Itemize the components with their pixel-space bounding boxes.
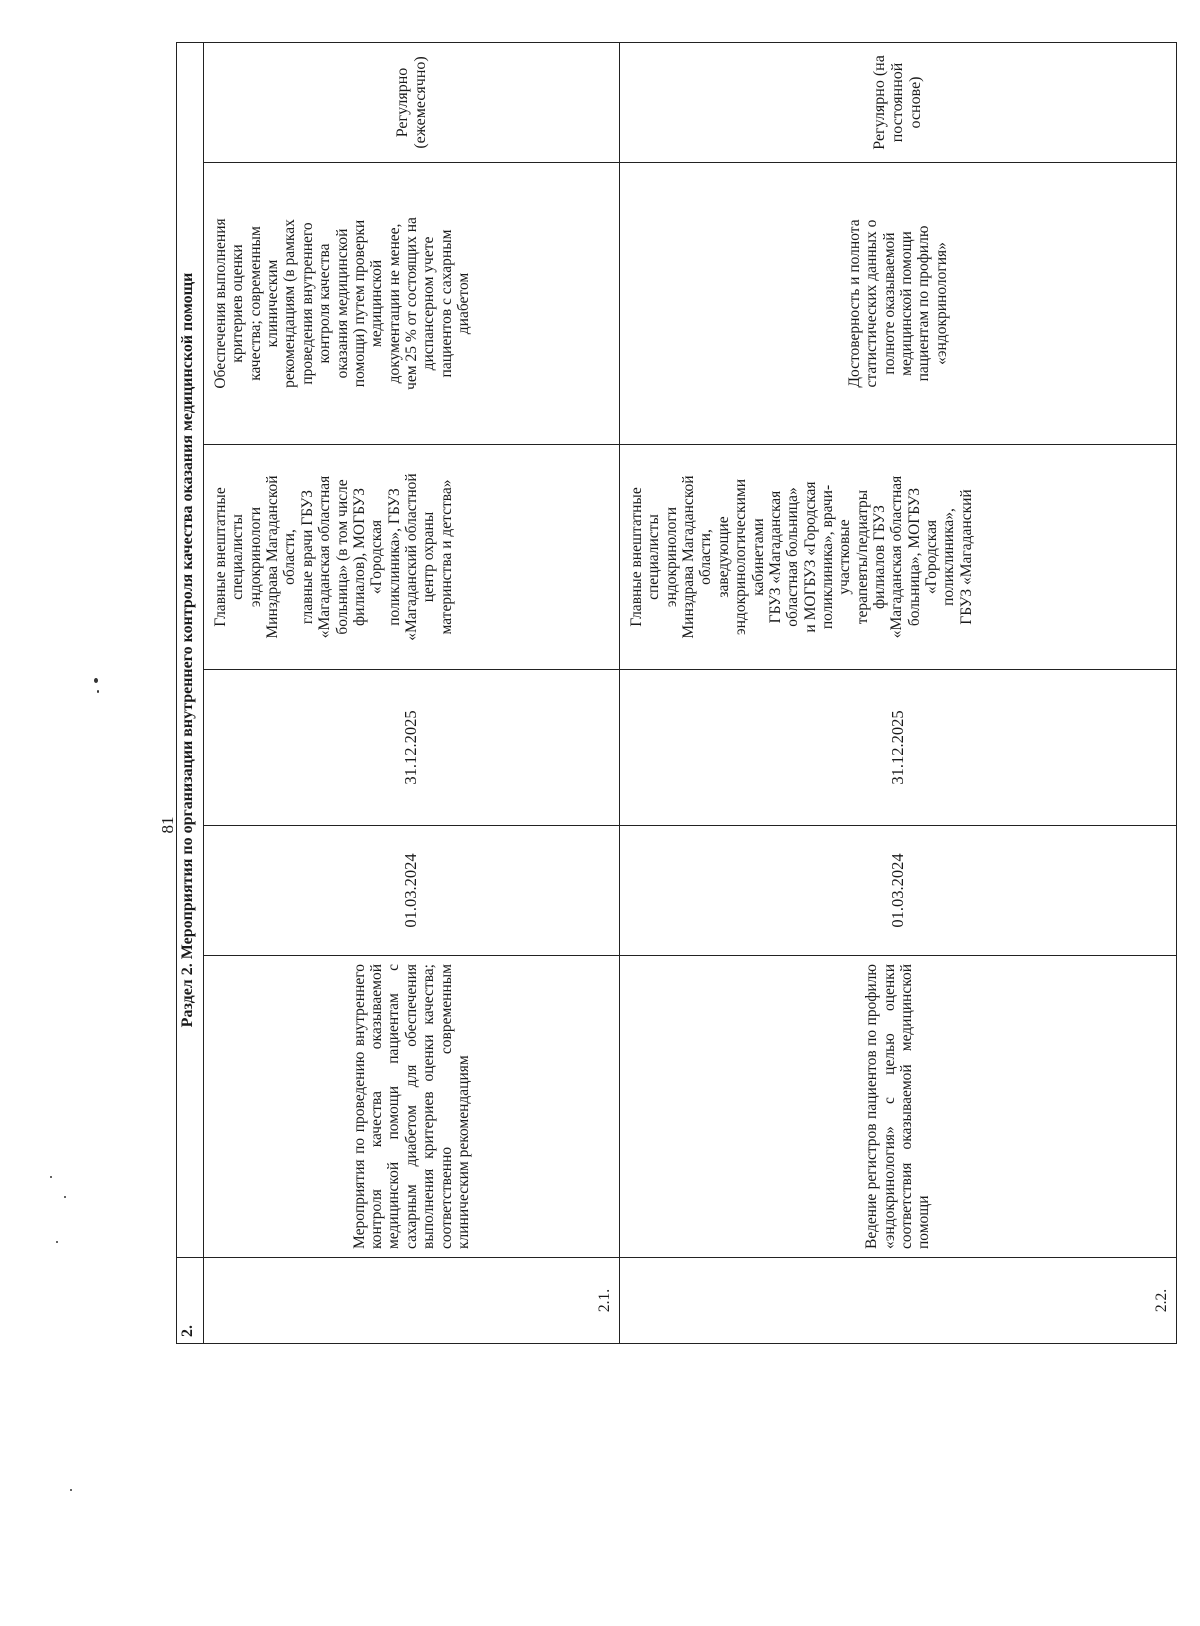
activity-cell: Мероприятия по проведению внутреннего контроля качества оказываемой медицинской помощи пациентам с сахарным диабетом для обеспечения выполнения критериев оценки качества; соответственно современным клиническим рекомендациям xyxy=(204,956,620,1258)
end-date-cell: 31.12.2025 xyxy=(620,670,1177,826)
section-header-row xyxy=(177,42,204,1343)
table-row xyxy=(620,42,1177,1343)
activity-cell: Ведение регистров пациентов по профилю «эндокринология» с целью оценки соответствия оказываемой медицинской помощи xyxy=(620,956,1177,1258)
end-date-cell: 31.12.2025 xyxy=(204,670,620,826)
row-number: 2.1. xyxy=(204,1258,620,1344)
periodicity-cell: Регулярно (на постоянной основе) xyxy=(620,42,1177,162)
row-number: 2.2. xyxy=(620,1258,1177,1344)
responsible-cell: Главные внештатные специалисты эндокринологи Минздрава Магаданской области, заведующие эндокринологическими кабинетами ГБУЗ «Магаданская областная больница» и МОГБУЗ «Городская поликлиника», врачи- участковые терапевты/педиатры филиалов ГБУЗ «Магаданская областная больница», МОГБУЗ «Городская поликлиника», ГБУЗ «Магаданский xyxy=(620,445,1177,670)
scan-speck xyxy=(50,1176,52,1178)
rotated-table-container xyxy=(176,43,1170,1344)
periodicity-cell: Регулярно (ежемесячно) xyxy=(204,42,620,162)
scan-speck xyxy=(70,1489,72,1491)
scan-speck xyxy=(97,690,99,693)
activities-table xyxy=(176,42,1177,1344)
responsible-cell: Главные внештатные специалисты эндокринологи Минздрава Магаданской области, главные врачи ГБУЗ «Магаданская областная больница» (в том числе филиалов), МОГБУЗ «Городская поликлиника», ГБУЗ «Магаданский областной центр охраны материнства и детства» xyxy=(204,445,620,670)
scan-speck xyxy=(56,1241,58,1243)
start-date-cell: 01.03.2024 xyxy=(204,826,620,956)
result-cell: Достоверность и полнота статистических данных о полноте оказываемой медицинской помощи пациентам по профилю «эндокринология» xyxy=(620,163,1177,445)
scan-speck xyxy=(64,1196,66,1198)
section-number: 2. xyxy=(177,1258,204,1344)
result-cell: Обеспечения выполнения критериев оценки качества; современным клиническим рекомендациям (в рамках проведения внутреннего контроля качества оказания медицинской помощи) путем проверки медицинской документации не менее, чем 25 % от состоящих на диспансерном учете пациентов с сахарным диабетом xyxy=(204,163,620,445)
page-number: 81 xyxy=(158,816,177,834)
scan-speck xyxy=(94,678,98,683)
table-row xyxy=(204,42,620,1343)
start-date-cell: 01.03.2024 xyxy=(620,826,1177,956)
section-title: Раздел 2. Мероприятия по организации внутреннего контроля качества оказания медицинской помощи xyxy=(177,42,204,1257)
